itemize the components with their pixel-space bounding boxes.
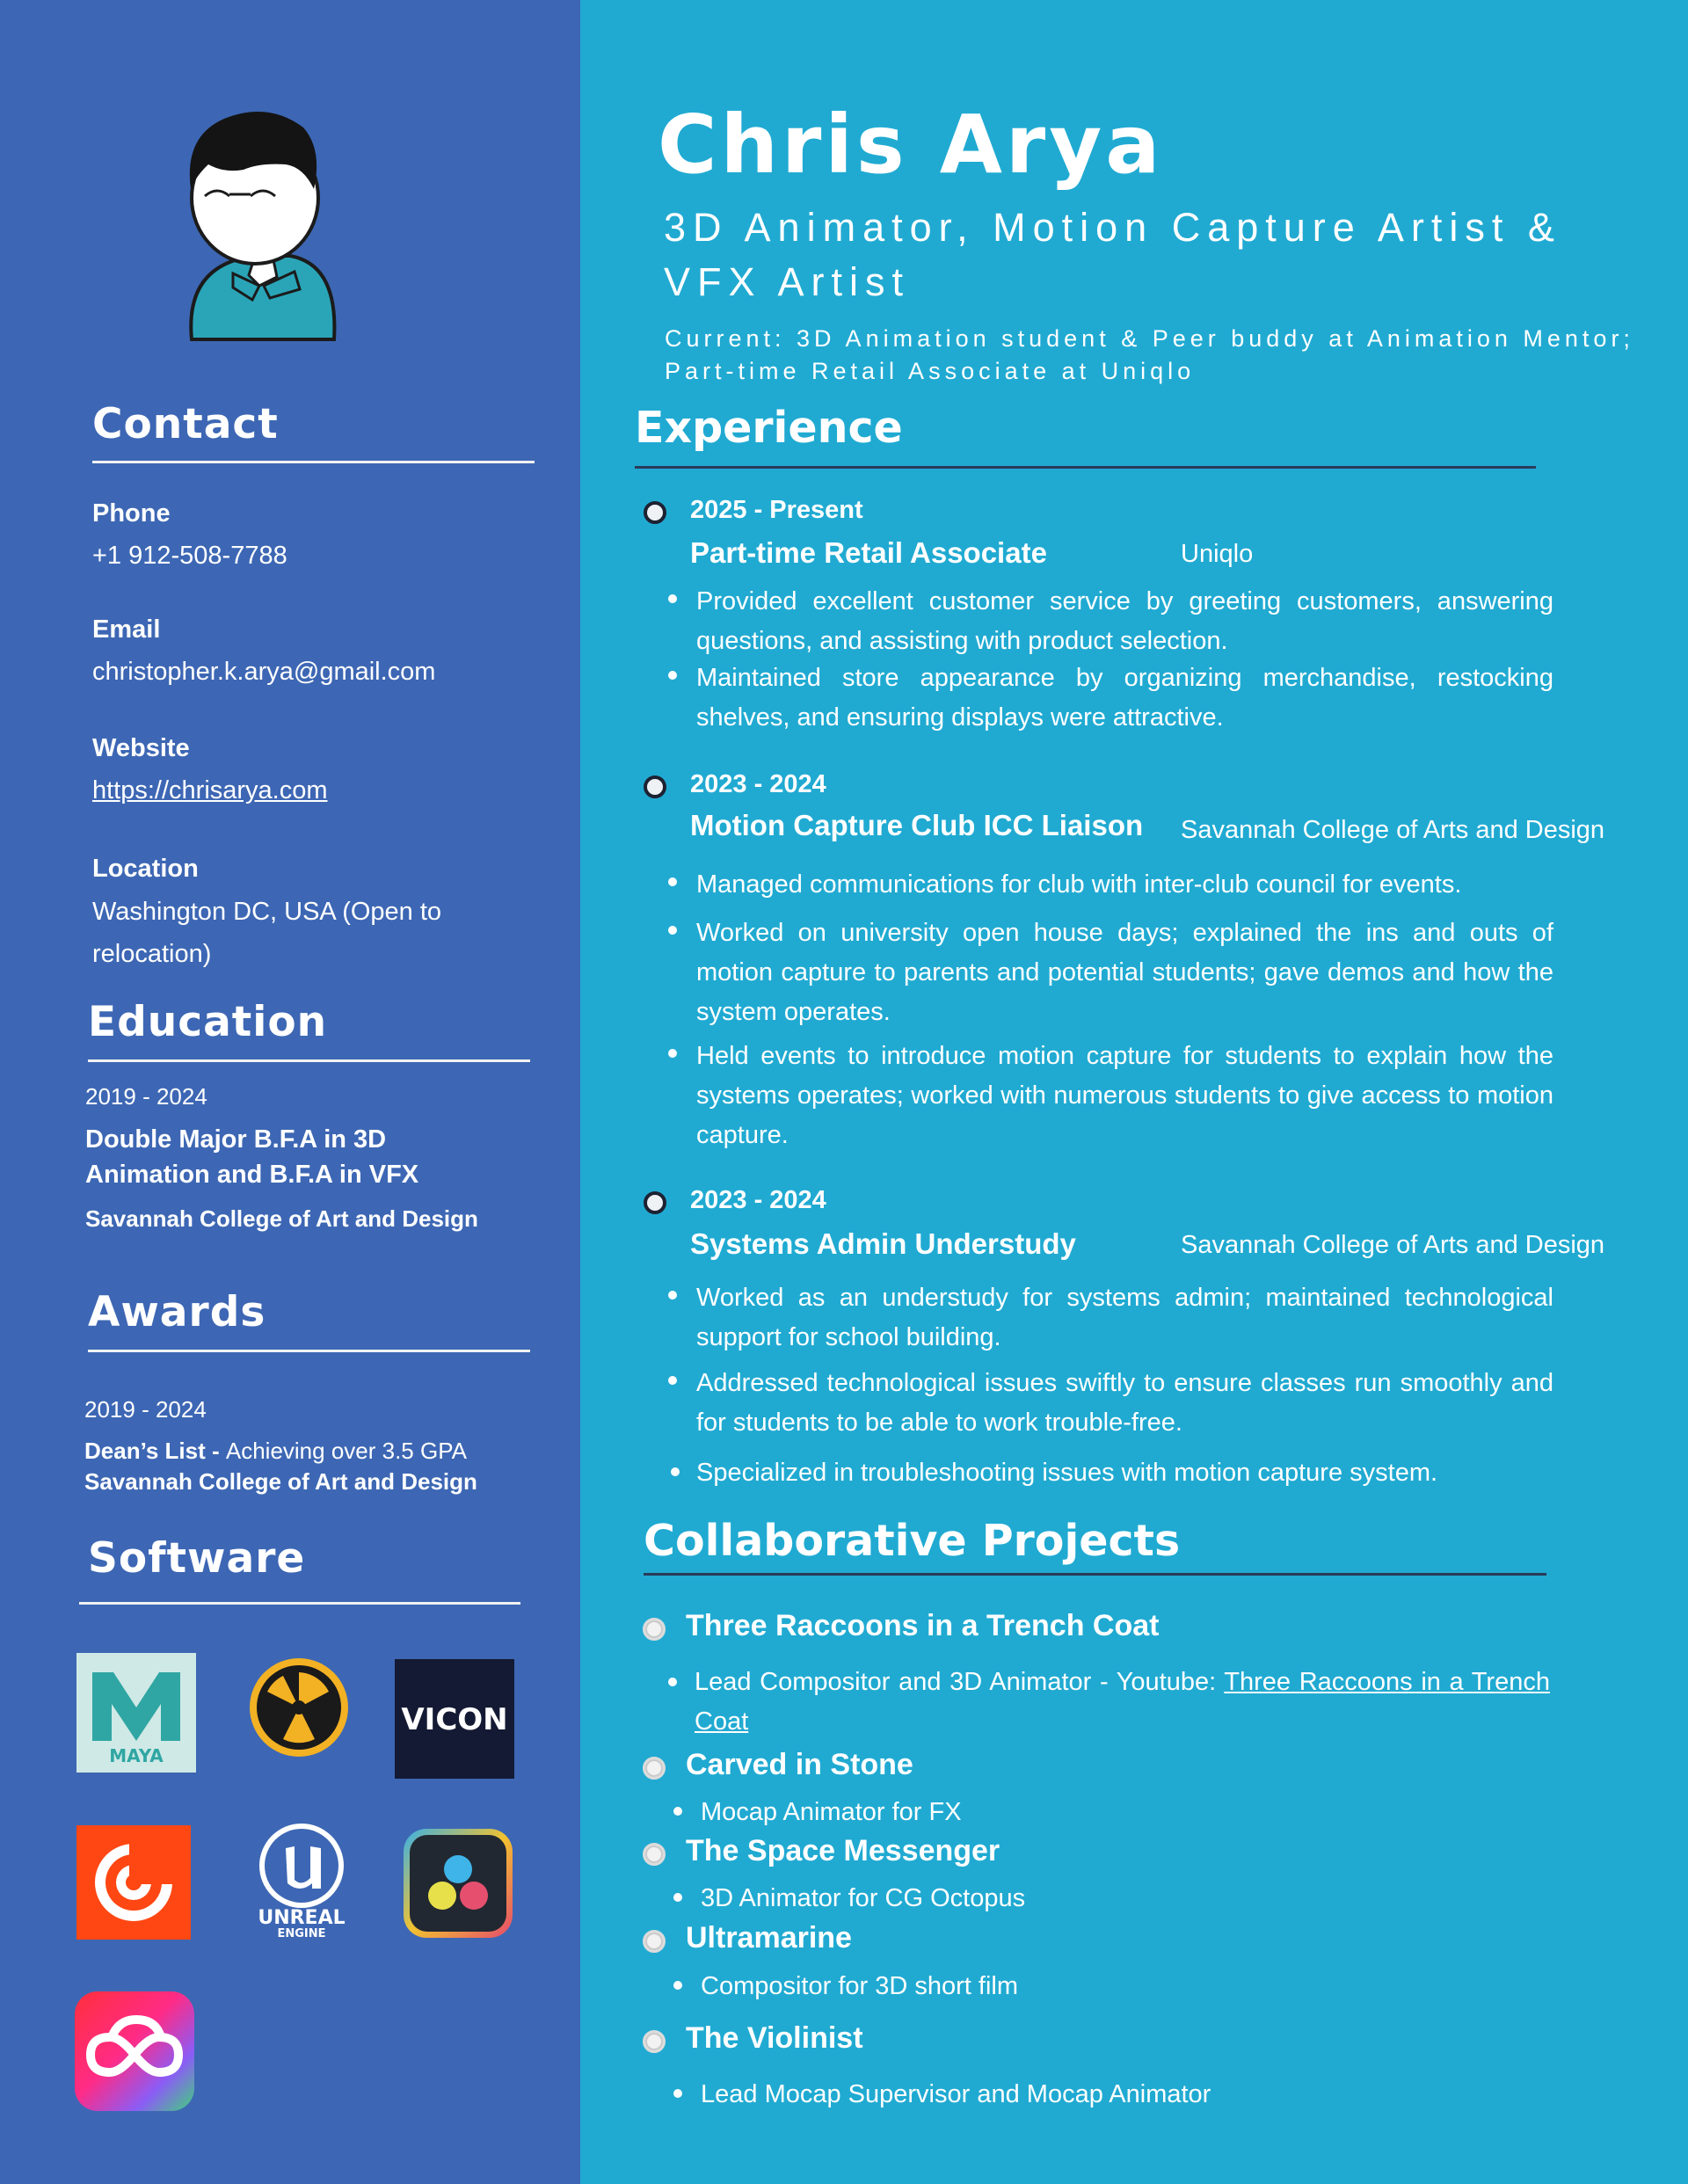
award-title: Dean’s List - [84, 1438, 226, 1464]
software-divider [79, 1602, 520, 1605]
website-link[interactable]: https://chrisarya.com [92, 776, 328, 804]
education-dates: 2019 - 2024 [85, 1083, 207, 1110]
project-title: Ultramarine [686, 1921, 852, 1955]
email-value[interactable]: christopher.k.arya@gmail.com [92, 658, 436, 686]
experience-title: Motion Capture Club ICC Liaison [690, 809, 1144, 841]
experience-divider [635, 466, 1536, 469]
project-title: The Space Messenger [686, 1834, 1000, 1867]
maya-icon [76, 1653, 196, 1773]
education-degree: Double Major B.F.A in 3D Animation and B.F.A in VFX [85, 1125, 419, 1189]
phone-label: Phone [92, 499, 171, 528]
experience-dates: 2023 - 2024 [690, 770, 826, 798]
project-dot [643, 2030, 666, 2053]
experience-bullet: Worked as an understudy for systems admin; maintained technological support for school building. [696, 1284, 1553, 1351]
bullet-marker [673, 2089, 682, 2098]
vicon-label: VICON [401, 1702, 508, 1737]
phone-value: +1 912-508-7788 [92, 542, 287, 570]
timeline-dot [644, 1191, 666, 1214]
experience-bullet: Worked on university open house days; explained the ins and outs of motion capture to parents and potential students; gave demos and how the system operates. [696, 919, 1553, 1026]
bullet-marker [668, 1291, 677, 1299]
experience-dates: 2025 - Present [690, 496, 863, 524]
experience-bullet: Maintained store appearance by organizing merchandise, restocking shelves, and ensuring displays were attractive. [696, 664, 1553, 732]
awards-heading: Awards [88, 1288, 266, 1336]
contact-heading: Contact [92, 400, 279, 448]
bullet-marker [668, 1678, 677, 1686]
creative-cloud-icon [75, 1991, 194, 2111]
project-role: Lead Compositor and 3D Animator - Youtube: [695, 1668, 1225, 1696]
education-heading: Education [88, 998, 328, 1046]
project-dot [643, 1843, 666, 1866]
project-detail: Mocap Animator for FX [701, 1798, 962, 1826]
unreal-engine-icon [242, 1820, 361, 1940]
experience-org: Savannah College of Arts and Design [1181, 816, 1605, 844]
award-entry [84, 1438, 467, 1465]
unreal-sublabel: ENGINE [277, 1927, 326, 1940]
bullet-marker [673, 1807, 682, 1816]
project-dot [643, 1618, 666, 1641]
project-detail: 3D Animator for CG Octopus [701, 1884, 1026, 1912]
bullet-marker [668, 1376, 677, 1385]
projects-heading: Collaborative Projects [644, 1516, 1181, 1566]
bullet-marker [671, 1467, 680, 1476]
education-school: Savannah College of Art and Design [85, 1205, 478, 1232]
project-dot [643, 1757, 666, 1780]
candidate-name: Chris Arya [658, 98, 1164, 192]
nuke-icon [248, 1655, 367, 1774]
project-title: Three Raccoons in a Trench Coat [686, 1609, 1160, 1642]
bullet-marker [673, 1981, 682, 1990]
davinci-resolve-icon [402, 1827, 521, 1947]
project-dot [643, 1930, 666, 1953]
project-detail: Lead Mocap Supervisor and Mocap Animator [701, 2080, 1211, 2108]
timeline-dot [644, 501, 666, 524]
bullet-marker [668, 1049, 677, 1058]
experience-dates: 2023 - 2024 [690, 1186, 826, 1214]
software-heading: Software [88, 1534, 306, 1583]
project-title: Carved in Stone [686, 1748, 913, 1781]
email-label: Email [92, 615, 161, 644]
experience-title: Part-time Retail Associate [690, 536, 1047, 569]
bullet-marker [668, 877, 677, 886]
unreal-label: UNREAL [258, 1907, 346, 1929]
projects-divider [644, 1573, 1546, 1576]
maya-label: MAYA [109, 1745, 164, 1766]
experience-org: Savannah College of Arts and Design [1181, 1231, 1605, 1259]
current-positions: Current: 3D Animation student & Peer buddy at Animation Mentor; Part-time Retail Associate at Uniqlo [665, 325, 1634, 384]
candidate-role: 3D Animator, Motion Capture Artist & VFX Artist [664, 205, 1561, 304]
location-label: Location [92, 855, 199, 883]
experience-bullet: Specialized in troubleshooting issues with motion capture system. [696, 1459, 1438, 1487]
bullet-marker [668, 671, 677, 680]
sidebar [0, 0, 580, 2184]
avatar [171, 101, 356, 352]
website-label: Website [92, 734, 190, 762]
experience-bullet: Addressed technological issues swiftly to ensure classes run smoothly and for students to be able to work trouble-free. [696, 1369, 1553, 1437]
experience-org: Uniqlo [1181, 540, 1254, 568]
location-value: Washington DC, USA (Open to relocation) [92, 898, 442, 968]
experience-bullet: Managed communications for club with inter-club council for events. [696, 870, 1462, 899]
awards-divider [88, 1350, 530, 1352]
awards-dates: 2019 - 2024 [84, 1396, 207, 1423]
project-title: The Violinist [686, 2021, 863, 2055]
experience-heading: Experience [635, 403, 903, 453]
experience-bullet: Held events to introduce motion capture for students to explain how the systems operates; worked with numerous students to give access to motion capture. [696, 1042, 1553, 1149]
houdini-icon [76, 1825, 196, 1945]
bullet-marker [668, 926, 677, 935]
bullet-marker [668, 594, 677, 603]
experience-title: Systems Admin Understudy [690, 1227, 1076, 1260]
experience-bullet: Provided excellent customer service by greeting customers, answering questions, and assisting with product selection. [696, 587, 1553, 655]
project-detail [695, 1663, 1550, 1742]
education-divider [88, 1059, 530, 1062]
bullet-marker [673, 1893, 682, 1902]
contact-divider [92, 461, 535, 463]
award-detail: Achieving over 3.5 GPA [225, 1438, 467, 1464]
award-school: Savannah College of Art and Design [84, 1468, 477, 1495]
project-youtube-link[interactable]: Three Raccoons in a Trench Coat [695, 1668, 1550, 1736]
timeline-dot [644, 775, 666, 798]
vicon-icon [395, 1659, 514, 1779]
project-detail: Compositor for 3D short film [701, 1972, 1018, 2000]
